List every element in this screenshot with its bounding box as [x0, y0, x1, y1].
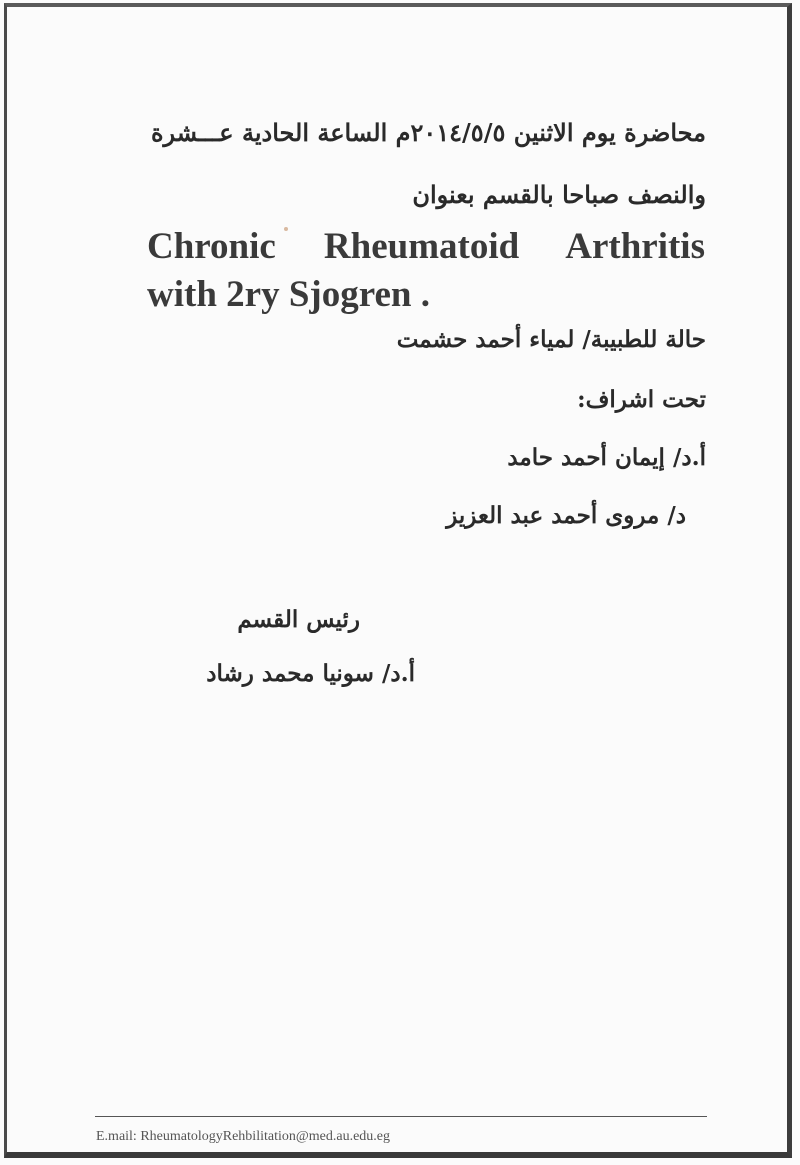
supervisor-name: أ.د/ إيمان أحمد حامد	[507, 444, 706, 471]
department-head-label: رئيس القسم	[237, 606, 360, 633]
lecture-announcement-line-1: محاضرة يوم الاثنين ٢٠١٤/٥/٥م الساعة الحادية عـــشرة	[150, 118, 706, 147]
department-head-name: أ.د/ سونيا محمد رشاد	[206, 660, 415, 687]
footer-divider	[95, 1116, 707, 1117]
page-border-frame	[4, 3, 792, 1158]
case-presenter: حالة للطبيبة/ لمياء أحمد حشمت	[396, 326, 706, 353]
lecture-title-line-2: with 2ry Sjogren .	[147, 274, 430, 315]
supervisor-name: د/ مروى أحمد عبد العزيز	[446, 502, 686, 529]
footer-email: E.mail: RheumatologyRehbilitation@med.au.edu.eg	[96, 1129, 390, 1144]
lecture-title-line-1: Chronic Rheumatoid Arthritis	[147, 226, 705, 267]
supervision-label: تحت اشراف:	[577, 386, 706, 413]
lecture-announcement-line-2: والنصف صباحا بالقسم بعنوان	[412, 180, 706, 209]
